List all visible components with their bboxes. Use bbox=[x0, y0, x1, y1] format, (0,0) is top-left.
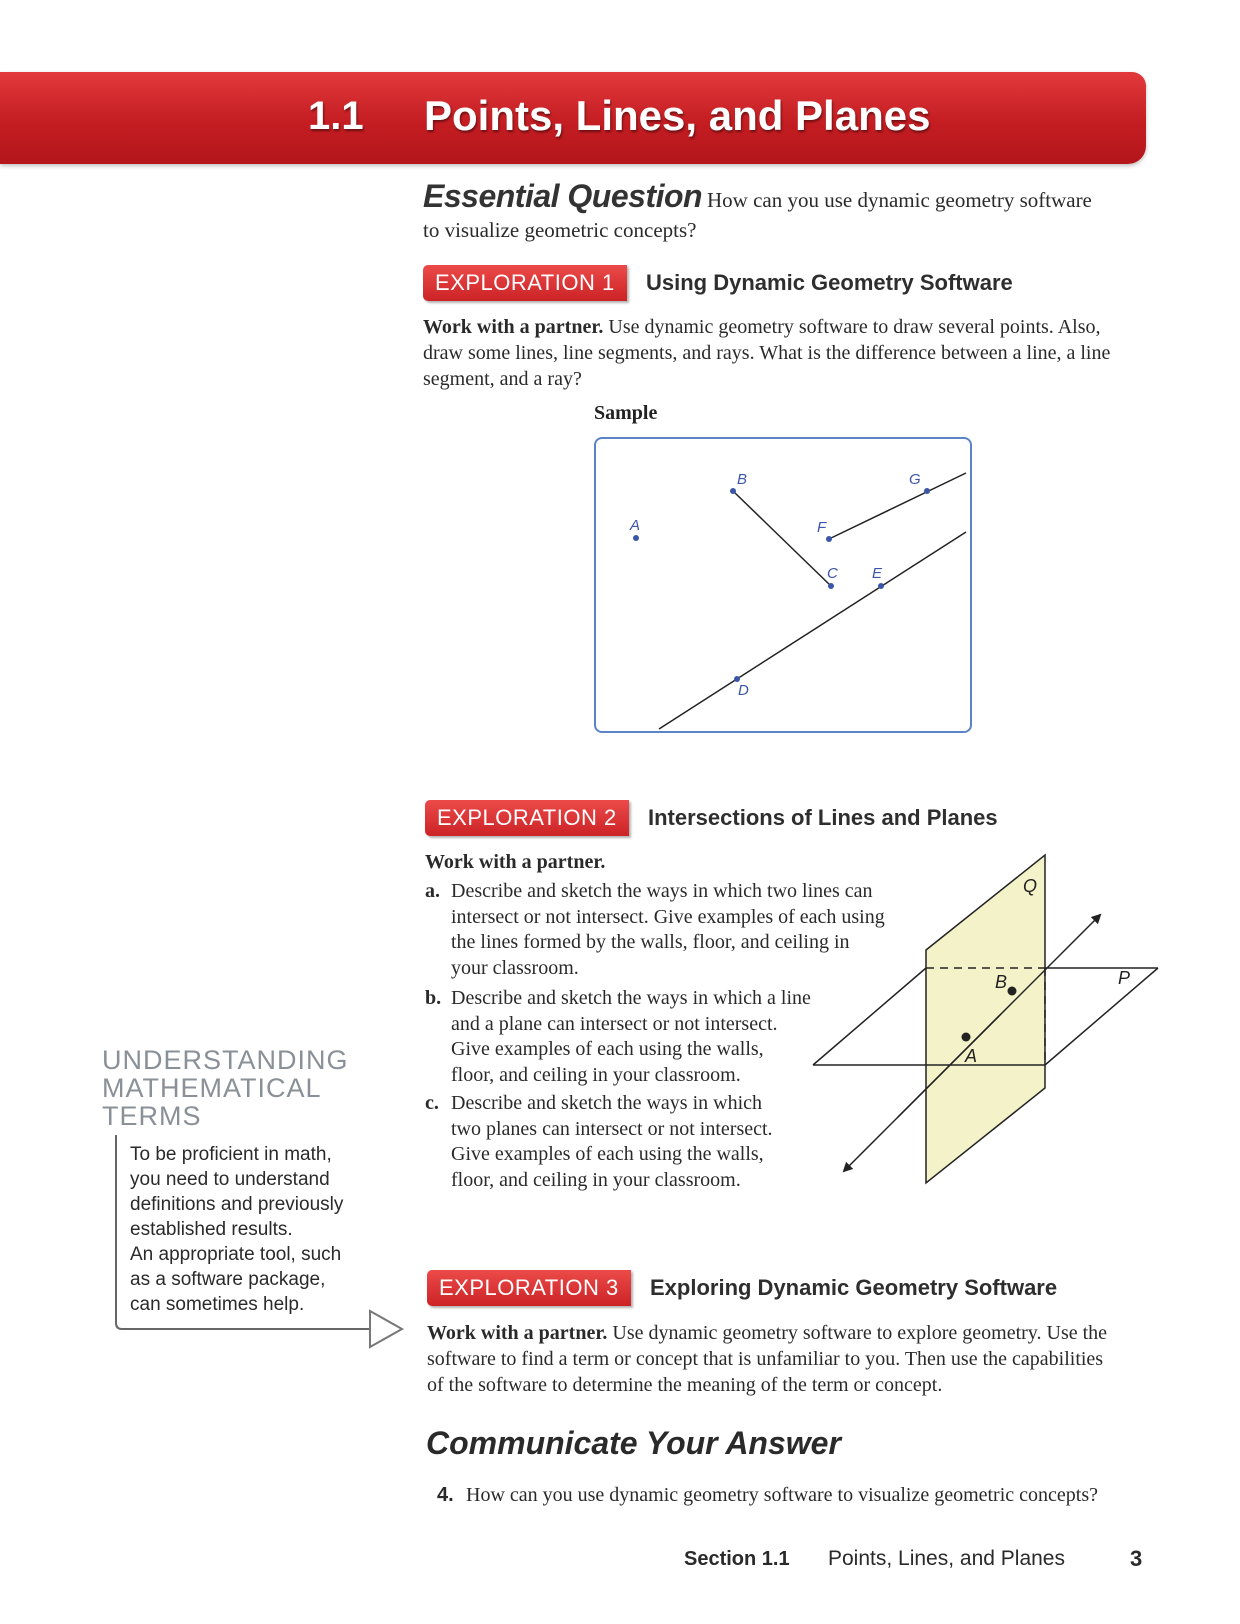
exploration-1-badge: EXPLORATION 1 bbox=[423, 265, 627, 301]
label-b: B bbox=[737, 471, 748, 488]
intersecting-planes-figure bbox=[800, 845, 1170, 1185]
label-c: C bbox=[827, 565, 838, 582]
sample-figure bbox=[594, 437, 972, 733]
exploration-3-partner: Work with a partner. bbox=[427, 1322, 608, 1344]
label-d: D bbox=[738, 682, 749, 699]
item-line: Give examples of each using the walls, bbox=[451, 1143, 764, 1165]
item-line: floor, and ceiling in your classroom. bbox=[451, 1168, 741, 1191]
item-letter: b. bbox=[425, 987, 442, 1009]
exploration-3-title: Exploring Dynamic Geometry Software bbox=[650, 1275, 1058, 1300]
exploration-1-line3: segment, and a ray? bbox=[423, 368, 582, 390]
essential-question-label: Essential Question bbox=[423, 178, 703, 214]
point-g bbox=[924, 488, 930, 494]
point-b-fig bbox=[1008, 987, 1017, 996]
question-text: How can you use dynamic geometry software to visualize geometric concepts? bbox=[466, 1484, 1099, 1506]
label-p: P bbox=[1118, 968, 1131, 988]
label-a: A bbox=[630, 517, 641, 534]
ray-fg bbox=[829, 473, 966, 539]
sidebar-body-line: can sometimes help. bbox=[130, 1294, 305, 1315]
item-line: Describe and sketch the ways in which a line bbox=[451, 987, 811, 1009]
sidebar-body-line: An appropriate tool, such bbox=[130, 1244, 342, 1265]
exploration-1-line2: draw some lines, line segments, and rays. What is the difference between a line, a line bbox=[423, 342, 1111, 364]
footer-section-label: Section 1.1 bbox=[684, 1548, 790, 1570]
exploration-3-badge: EXPLORATION 3 bbox=[427, 1270, 631, 1306]
point-f bbox=[826, 536, 832, 542]
exploration-2-partner: Work with a partner. bbox=[425, 851, 606, 873]
item-letter: c. bbox=[425, 1092, 439, 1114]
item-line: floor, and ceiling in your classroom. bbox=[451, 1063, 741, 1086]
exploration-3-line1: Use dynamic geometry software to explore geometry. Use the bbox=[607, 1322, 1108, 1344]
essential-question-line1: How can you use dynamic geometry software bbox=[707, 188, 1092, 212]
item-line: the lines formed by the walls, floor, and ceiling in bbox=[451, 931, 850, 953]
exploration-1-text bbox=[423, 314, 1143, 392]
sidebar-heading-line: TERMS bbox=[102, 1101, 202, 1131]
communicate-heading: Communicate Your Answer bbox=[426, 1425, 841, 1461]
label-a-fig: A bbox=[965, 1046, 978, 1066]
exploration-3-line2: software to find a term or concept that is unfamiliar to you. Then use the capabilities bbox=[427, 1348, 1104, 1370]
exploration-1-line1: Use dynamic geometry software to draw several points. Also, bbox=[603, 316, 1101, 338]
sidebar-body-line: established results. bbox=[130, 1219, 293, 1240]
item-line: Describe and sketch the ways in which bbox=[451, 1092, 763, 1114]
point-e bbox=[878, 583, 884, 589]
exploration-2-item-b bbox=[425, 986, 811, 1088]
point-c bbox=[828, 583, 834, 589]
segment-bc bbox=[733, 491, 831, 586]
sidebar-body-line: definitions and previously bbox=[130, 1194, 344, 1215]
item-line: Describe and sketch the ways in which two lines can bbox=[451, 880, 873, 902]
footer-section-title: Points, Lines, and Planes bbox=[828, 1547, 1065, 1570]
sample-geometry-drawing bbox=[596, 439, 970, 731]
label-q: Q bbox=[1023, 876, 1038, 896]
label-b-fig: B bbox=[995, 972, 1008, 992]
exploration-1-title: Using Dynamic Geometry Software bbox=[646, 270, 1013, 295]
item-line: two planes can intersect or not intersect. bbox=[451, 1117, 773, 1140]
line-de bbox=[659, 532, 966, 729]
point-b bbox=[730, 488, 736, 494]
section-number: 1.1 bbox=[308, 94, 364, 138]
section-title: Points, Lines, and Planes bbox=[424, 92, 931, 139]
item-line: Give examples of each using the walls, bbox=[451, 1038, 764, 1060]
exploration-3-line3: of the software to determine the meaning of the term or concept. bbox=[427, 1374, 943, 1396]
exploration-2-badge: EXPLORATION 2 bbox=[425, 800, 629, 836]
item-line: intersect or not intersect. Give examples of each using bbox=[451, 905, 885, 928]
sidebar-heading-line: UNDERSTANDING bbox=[102, 1045, 349, 1075]
sample-label: Sample bbox=[594, 402, 658, 424]
label-e: E bbox=[872, 565, 883, 582]
question-number: 4. bbox=[437, 1484, 454, 1506]
sidebar-body-line: you need to understand bbox=[130, 1169, 330, 1190]
exploration-1-partner: Work with a partner. bbox=[423, 316, 604, 338]
essential-question-line2: to visualize geometric concepts? bbox=[423, 218, 697, 242]
sidebar-body-line: To be proficient in math, bbox=[130, 1144, 332, 1165]
item-line: and a plane can intersect or not intersect. bbox=[451, 1012, 778, 1035]
sidebar-body bbox=[130, 1142, 380, 1317]
section-banner bbox=[0, 72, 1146, 164]
sidebar-body-line: as a software package, bbox=[130, 1269, 326, 1290]
label-g: G bbox=[909, 471, 921, 488]
point-a bbox=[633, 535, 639, 541]
item-line: your classroom. bbox=[451, 956, 579, 979]
sidebar-heading-line: MATHEMATICAL bbox=[102, 1073, 322, 1103]
item-letter: a. bbox=[425, 880, 440, 902]
point-a-fig bbox=[962, 1033, 971, 1042]
plane-p-left-edge bbox=[813, 968, 926, 1065]
exploration-3-text bbox=[427, 1320, 1147, 1398]
page-number: 3 bbox=[1130, 1546, 1143, 1571]
sidebar-heading bbox=[102, 1046, 349, 1130]
exploration-2-title: Intersections of Lines and Planes bbox=[648, 805, 998, 830]
plane-q bbox=[926, 855, 1045, 1183]
exploration-2-item-c bbox=[425, 1091, 773, 1193]
plane-p-right-edge bbox=[1045, 968, 1158, 1065]
label-f: F bbox=[817, 519, 827, 536]
